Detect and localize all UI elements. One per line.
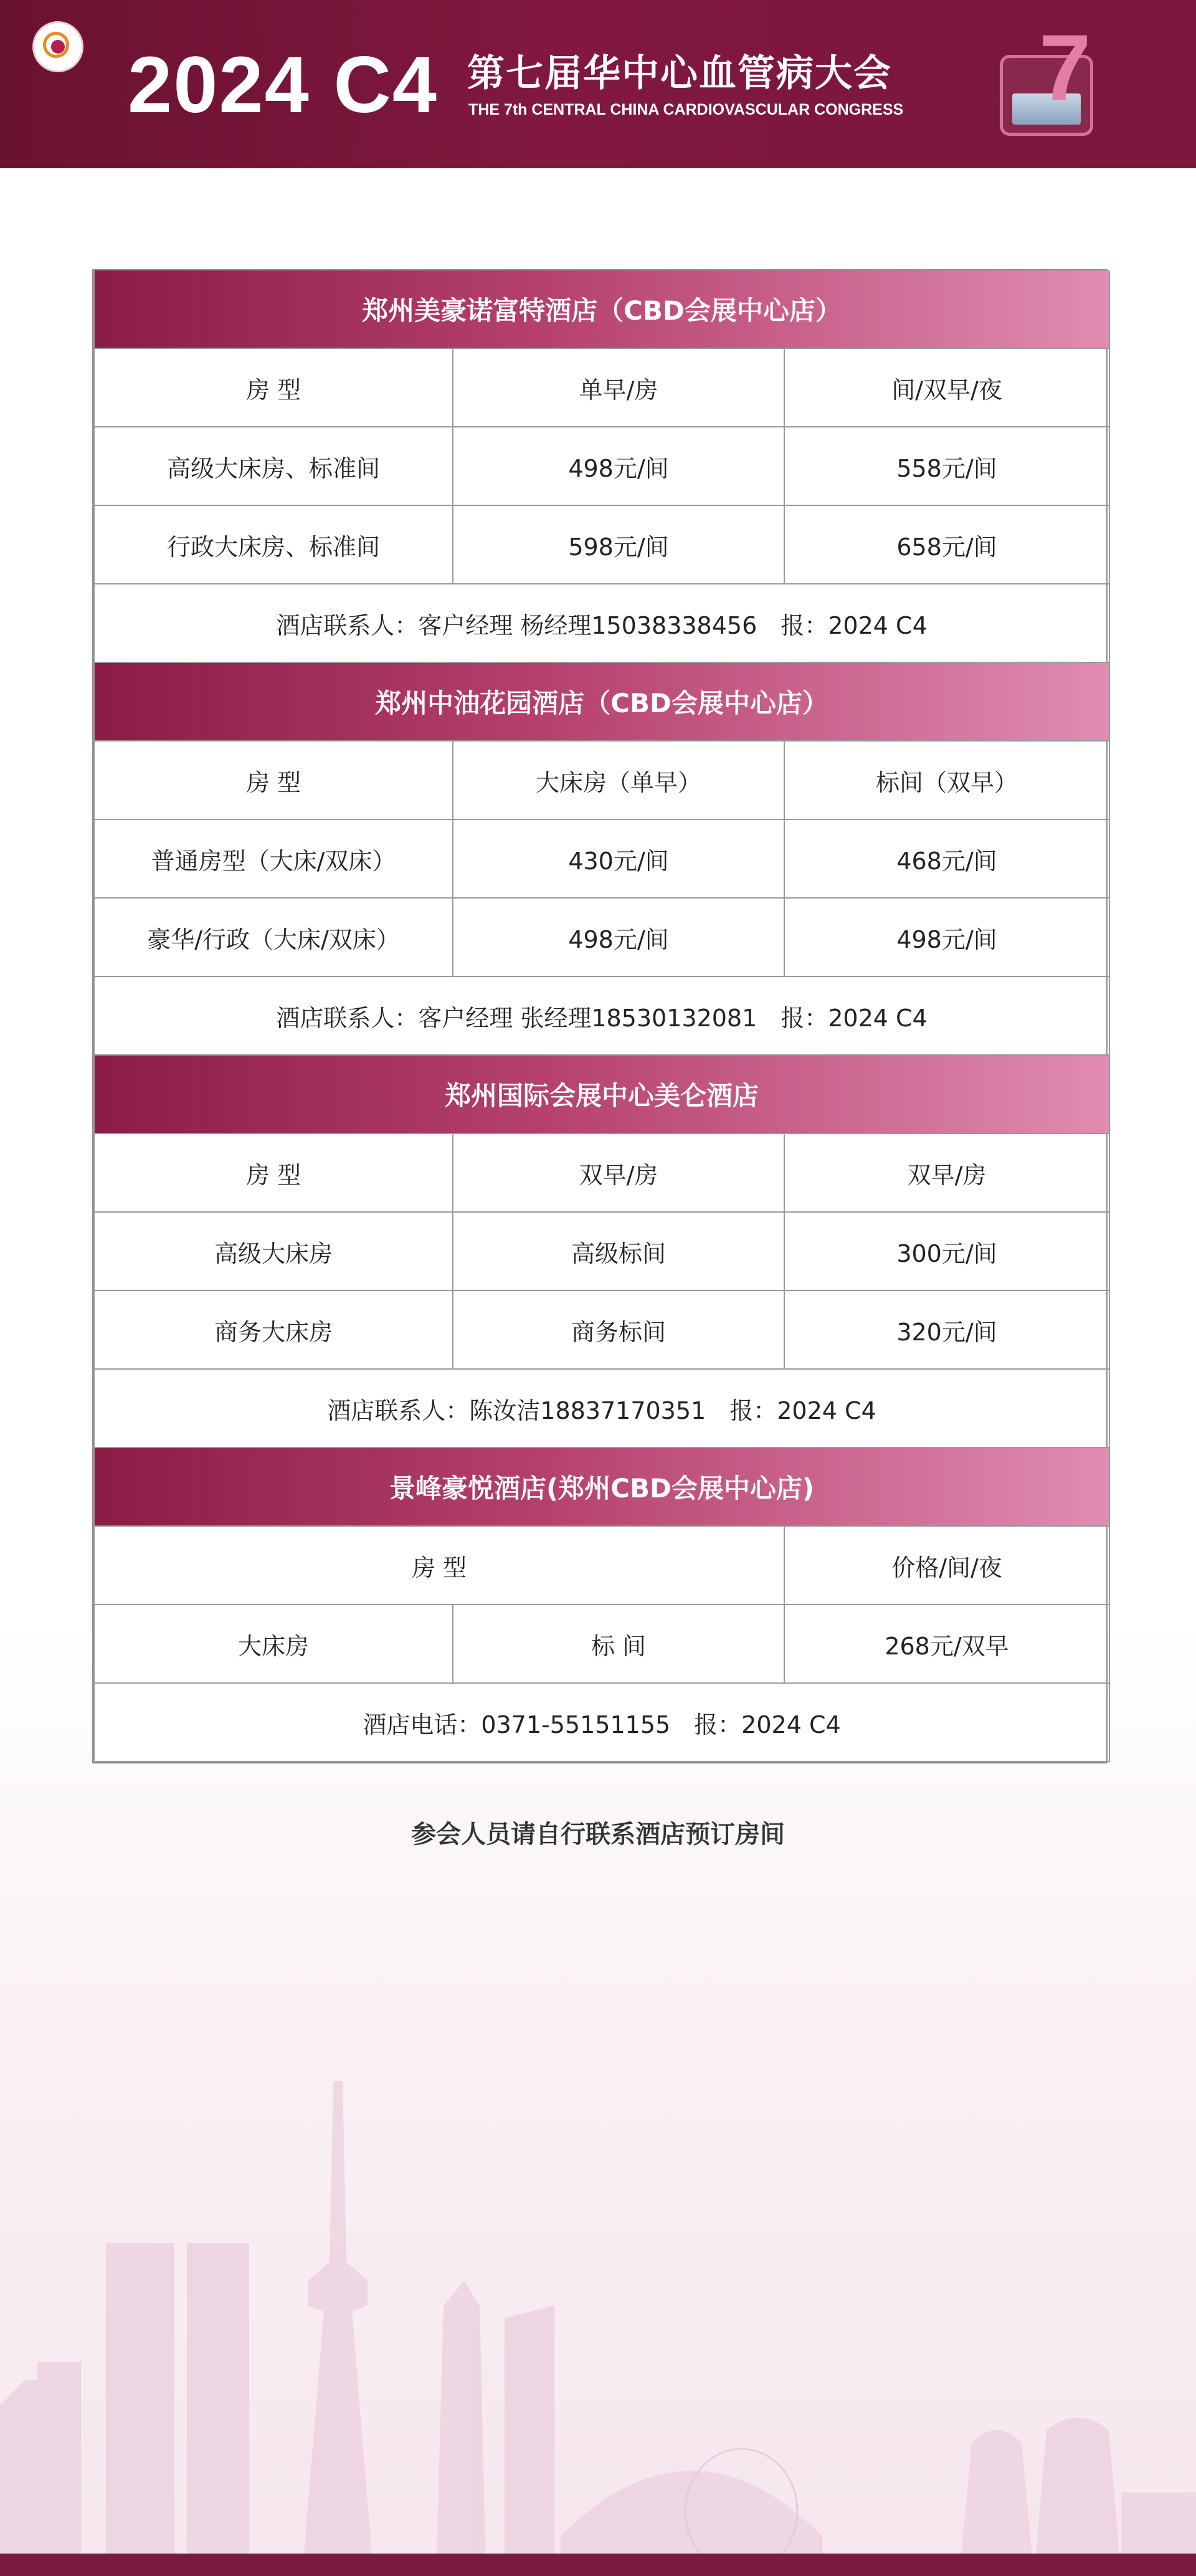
table-row: [94, 505, 1109, 584]
city-skyline-illustration: [0, 2056, 1196, 2576]
room-type-cell: 普通房型（大床/双床）: [94, 819, 453, 898]
tv-tower-shape: [302, 2081, 374, 2576]
room-type-cell: 商务大床房: [94, 1290, 453, 1369]
column-header: 大床房（单早）: [453, 741, 784, 819]
price-cell: 268元/双早: [784, 1605, 1109, 1683]
room-type-cell: 高级大床房、标准间: [94, 427, 453, 505]
table-header-row: [94, 741, 1109, 819]
room-type-cell: 行政大床房、标准间: [94, 505, 453, 584]
hotel-contact: 酒店联系人：客户经理 杨经理15038338456 报：2024 C4: [94, 584, 1109, 662]
hotel-name-banner: 郑州美豪诺富特酒店（CBD会展中心店）: [94, 270, 1109, 348]
price-cell: 430元/间: [453, 819, 784, 898]
table-row: [94, 427, 1109, 505]
table-row: [94, 819, 1109, 898]
price-cell: 658元/间: [784, 505, 1109, 584]
header-title-large: 2024 C4: [128, 41, 438, 130]
room-type-cell: 标 间: [453, 1605, 784, 1683]
bottom-bar: [0, 2554, 1196, 2576]
column-header: 标间（双早）: [784, 741, 1109, 819]
room-type-cell: 商务标间: [453, 1290, 784, 1369]
price-cell: 498元/间: [453, 898, 784, 976]
table-row: [94, 898, 1109, 976]
building-shape: [37, 2362, 81, 2576]
price-cell: 598元/间: [453, 505, 784, 584]
header-banner: [0, 0, 1196, 168]
table-row: [94, 1605, 1109, 1683]
table-row: [94, 1290, 1109, 1369]
header-title-cn: 第七届华中心血管病大会: [467, 52, 892, 95]
header-title-en: THE 7th CENTRAL CHINA CARDIOVASCULAR CONGRESS: [468, 101, 904, 118]
building-shape: [505, 2306, 554, 2576]
room-type-cell: 大床房: [94, 1605, 453, 1683]
room-type-cell: 豪华/行政（大床/双床）: [94, 898, 453, 976]
price-cell: 320元/间: [784, 1290, 1109, 1369]
building-shape: [187, 2243, 249, 2576]
pagoda-shape: [436, 2281, 486, 2576]
table-header-row: [94, 1526, 1109, 1605]
hotel-contact: 酒店联系人：客户经理 张经理18530132081 报：2024 C4: [94, 976, 1109, 1055]
column-header: 双早/房: [453, 1133, 784, 1212]
building-shape: [106, 2243, 174, 2576]
hotel-name-banner: 景峰豪悦酒店(郑州CBD会展中心店): [94, 1448, 1109, 1526]
column-header: 价格/间/夜: [784, 1526, 1109, 1605]
price-cell: 468元/间: [784, 819, 1109, 898]
hotel-name-banner: 郑州中油花园酒店（CBD会展中心店）: [94, 662, 1109, 741]
room-type-cell: 高级标间: [453, 1212, 784, 1290]
statue-shape: [1034, 2418, 1121, 2576]
table-header-row: [94, 1133, 1109, 1212]
building-shape: [0, 2380, 37, 2576]
column-header: 单早/房: [453, 348, 784, 427]
hotel-contact: 酒店电话：0371-55151155 报：2024 C4: [94, 1683, 1109, 1762]
table-row: [94, 1212, 1109, 1290]
edition-numeral: 7: [1039, 15, 1091, 120]
column-header: 房 型: [94, 1526, 784, 1605]
table-header-row: [94, 348, 1109, 427]
hotel-price-table: [92, 269, 1108, 1763]
column-header: 间/双早/夜: [784, 348, 1109, 427]
price-cell: 300元/间: [784, 1212, 1109, 1290]
column-header: 房 型: [94, 348, 453, 427]
booking-note: 参会人员请自行联系酒店预订房间: [411, 1820, 785, 1849]
room-type-cell: 高级大床房: [94, 1212, 453, 1290]
column-header: 房 型: [94, 1133, 453, 1212]
column-header: 房 型: [94, 741, 453, 819]
hotel-name-banner: 郑州国际会展中心美仑酒店: [94, 1055, 1109, 1133]
price-cell: 498元/间: [453, 427, 784, 505]
price-cell: 558元/间: [784, 427, 1109, 505]
congress-logo-icon: [32, 21, 83, 72]
column-header: 双早/房: [784, 1133, 1109, 1212]
hotel-contact: 酒店联系人：陈汝洁18837170351 报：2024 C4: [94, 1369, 1109, 1448]
price-cell: 498元/间: [784, 898, 1109, 976]
